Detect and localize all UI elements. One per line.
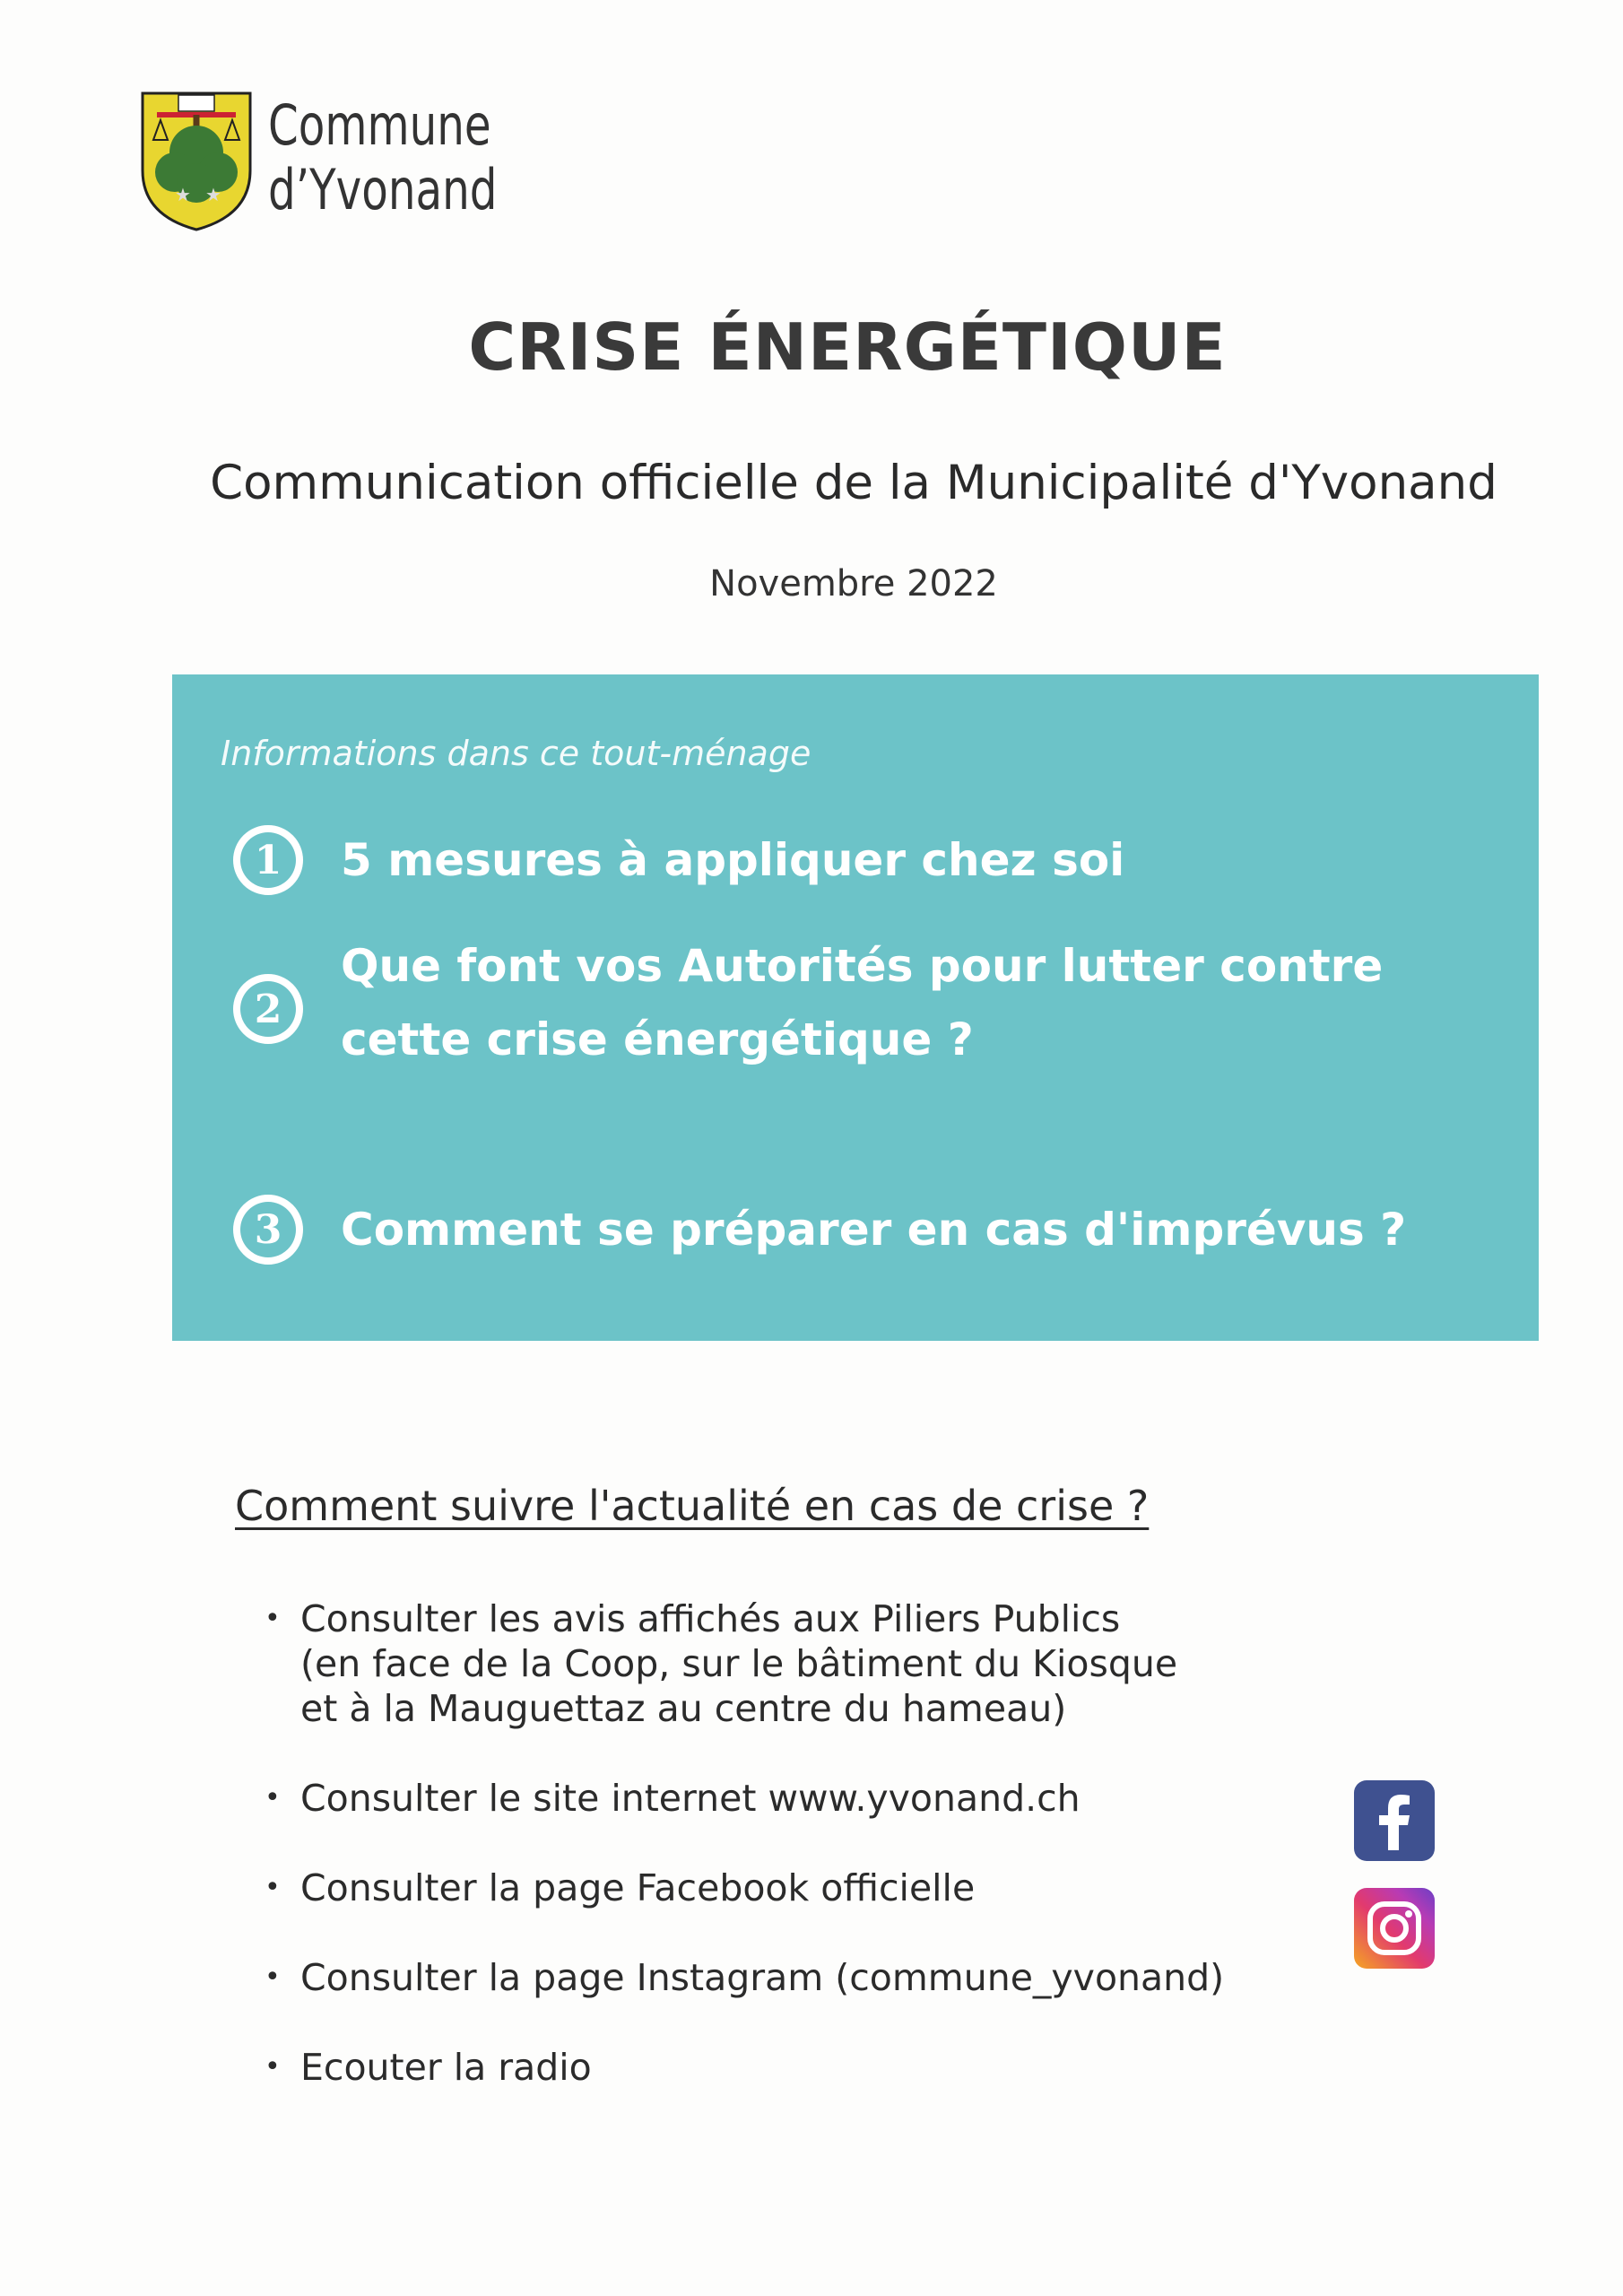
- logo-line-1: Commune: [268, 92, 491, 158]
- logo-line-2: d’Yvonand: [268, 157, 498, 222]
- info-item: [233, 940, 1506, 1076]
- svg-text:★: ★: [205, 184, 221, 205]
- list-item: • Consulter la page Instagram (commune_yvonand): [265, 1955, 1224, 2000]
- commune-logo: [139, 90, 562, 233]
- coat-of-arms-icon: [139, 90, 254, 233]
- number-badge: 3: [233, 1195, 303, 1265]
- instagram-icon[interactable]: [1354, 1888, 1435, 1969]
- info-item: [233, 825, 1124, 897]
- svg-text:★: ★: [175, 184, 191, 205]
- facebook-icon[interactable]: [1354, 1780, 1435, 1861]
- number-badge: 2: [233, 974, 303, 1044]
- follow-list: [265, 1596, 1224, 2135]
- list-item: • Ecouter la radio: [265, 2045, 1224, 2090]
- info-item: [233, 1195, 1406, 1266]
- page-title: CRISE ÉNERGÉTIQUE: [468, 309, 1227, 385]
- page-subtitle: Communication officielle de la Municipalité d'Yvonand: [210, 456, 1497, 510]
- info-item-text: Que font vos Autorités pour lutter contre cette crise énergétique ?: [341, 940, 1384, 1065]
- list-item: • Consulter la page Facebook officielle: [265, 1866, 1224, 1910]
- list-item: • Consulter le site internet www.yvonand.ch: [265, 1776, 1224, 1821]
- info-item-text: Comment se préparer en cas d'imprévus ?: [341, 1204, 1407, 1256]
- publication-date: Novembre 2022: [709, 563, 998, 604]
- number-badge: 1: [233, 825, 303, 895]
- info-box: [172, 674, 1539, 1341]
- info-item-text: 5 mesures à appliquer chez soi: [341, 834, 1125, 886]
- follow-heading: Comment suivre l'actualité en cas de crise ?: [235, 1482, 1150, 1530]
- info-box-heading: Informations dans ce tout-ménage: [221, 734, 812, 773]
- list-item: • Consulter les avis affichés aux Piliers Publics (en face de la Coop, sur le bâtiment du Kiosque et à la Mauguettaz au centre du hameau): [265, 1596, 1224, 1731]
